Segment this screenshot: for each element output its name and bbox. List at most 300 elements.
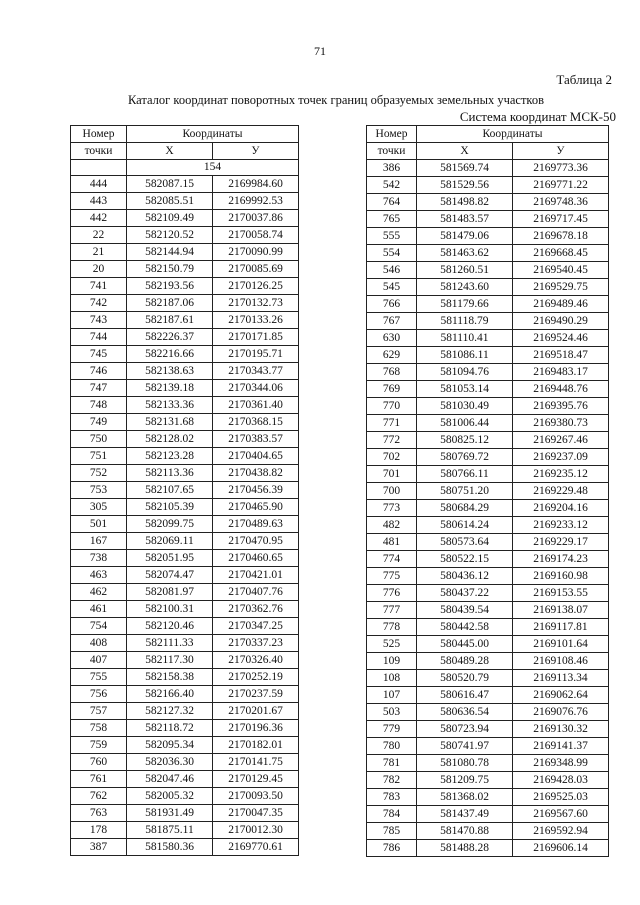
table-row [71,550,299,567]
x-coordinate-cell: 581368.02 [417,789,513,806]
table-row [71,788,299,805]
y-coordinate-cell: 2169524.46 [513,330,609,347]
page-number: 71 [314,44,326,58]
x-coordinate-cell: 582150.79 [127,261,213,278]
y-coordinate-cell: 2169448.76 [513,381,609,398]
point-number-cell: 386 [367,160,417,177]
x-coordinate-cell: 582144.94 [127,244,213,261]
table-row [71,618,299,635]
table-row [367,228,609,245]
header-coordinates: Координаты [127,126,299,143]
table-row [367,704,609,721]
point-number-cell: 756 [71,686,127,703]
table-row [71,176,299,193]
point-number-cell: 444 [71,176,127,193]
point-number-cell: 738 [71,550,127,567]
x-coordinate-cell: 582081.97 [127,584,213,601]
header-point-number-line2: точки [71,143,127,160]
table-row [71,431,299,448]
point-number-cell: 743 [71,312,127,329]
x-coordinate-cell: 582005.32 [127,788,213,805]
table-row [367,772,609,789]
header-x: X [127,143,213,160]
parcel-subtitle: 154 [127,160,299,176]
point-number-cell: 749 [71,414,127,431]
y-coordinate-cell: 2169592.94 [513,823,609,840]
table-row [71,448,299,465]
point-number-cell: 780 [367,738,417,755]
point-number-cell: 630 [367,330,417,347]
x-coordinate-cell: 581179.66 [417,296,513,313]
point-number-cell: 769 [367,381,417,398]
y-coordinate-cell: 2169174.23 [513,551,609,568]
header-point-number: Номер [367,126,417,143]
x-coordinate-cell: 582087.15 [127,176,213,193]
coordinate-system-label: Система координат МСК-50 [459,109,616,124]
x-coordinate-cell: 582226.37 [127,329,213,346]
point-number-cell: 755 [71,669,127,686]
y-coordinate-cell: 2169062.64 [513,687,609,704]
header-point-number: Номер [71,126,127,143]
subtitle-empty-cell [71,160,127,176]
point-number-cell: 443 [71,193,127,210]
table-row [71,839,299,856]
x-coordinate-cell: 582123.28 [127,448,213,465]
x-coordinate-cell: 581030.49 [417,398,513,415]
y-coordinate-cell: 2170093.50 [213,788,299,805]
point-number-cell: 108 [367,670,417,687]
y-coordinate-cell: 2169567.60 [513,806,609,823]
table-row [367,160,609,177]
x-coordinate-cell: 581463.62 [417,245,513,262]
y-coordinate-cell: 2170421.01 [213,567,299,584]
table-row [71,635,299,652]
table-row [367,755,609,772]
table-caption: Каталог координат поворотных точек границ образуемых земельных участков [127,93,545,107]
table-row [71,329,299,346]
x-coordinate-cell: 580684.29 [417,500,513,517]
y-coordinate-cell: 2169138.07 [513,602,609,619]
point-number-cell: 546 [367,262,417,279]
x-coordinate-cell: 582193.56 [127,278,213,295]
point-number-cell: 748 [71,397,127,414]
table-row [71,567,299,584]
table-row [71,363,299,380]
x-coordinate-cell: 581209.75 [417,772,513,789]
point-number-cell: 783 [367,789,417,806]
y-coordinate-cell: 2169237.09 [513,449,609,466]
x-coordinate-cell: 580766.11 [417,466,513,483]
x-coordinate-cell: 582109.49 [127,210,213,227]
point-number-cell: 779 [367,721,417,738]
y-coordinate-cell: 2170132.73 [213,295,299,312]
table-row [71,805,299,822]
point-number-cell: 774 [367,551,417,568]
x-coordinate-cell: 581053.14 [417,381,513,398]
point-number-cell: 167 [71,533,127,550]
y-coordinate-cell: 2169395.76 [513,398,609,415]
y-coordinate-cell: 2170326.40 [213,652,299,669]
y-coordinate-cell: 2170407.76 [213,584,299,601]
table-row [71,295,299,312]
x-coordinate-cell: 581094.76 [417,364,513,381]
y-coordinate-cell: 2170404.65 [213,448,299,465]
x-coordinate-cell: 582069.11 [127,533,213,550]
point-number-cell: 742 [71,295,127,312]
x-coordinate-cell: 582117.30 [127,652,213,669]
x-coordinate-cell: 580489.28 [417,653,513,670]
point-number-cell: 784 [367,806,417,823]
table-row [367,823,609,840]
x-coordinate-cell: 581006.44 [417,415,513,432]
table-row [71,516,299,533]
y-coordinate-cell: 2170090.99 [213,244,299,261]
x-coordinate-cell: 581529.56 [417,177,513,194]
table-row [367,449,609,466]
table-row [71,771,299,788]
point-number-cell: 178 [71,822,127,839]
table-row [71,754,299,771]
y-coordinate-cell: 2169428.03 [513,772,609,789]
y-coordinate-cell: 2169076.76 [513,704,609,721]
point-number-cell: 777 [367,602,417,619]
point-number-cell: 786 [367,840,417,857]
y-coordinate-cell: 2170343.77 [213,363,299,380]
x-coordinate-cell: 581080.78 [417,755,513,772]
y-coordinate-cell: 2170337.23 [213,635,299,652]
x-coordinate-cell: 581260.51 [417,262,513,279]
point-number-cell: 762 [71,788,127,805]
y-coordinate-cell: 2170460.65 [213,550,299,567]
table-row [71,244,299,261]
x-coordinate-cell: 580520.79 [417,670,513,687]
table-row [71,822,299,839]
table-row [367,194,609,211]
y-coordinate-cell: 2170465.90 [213,499,299,516]
y-coordinate-cell: 2170347.25 [213,618,299,635]
header-y: У [213,143,299,160]
point-number-cell: 554 [367,245,417,262]
table-row [71,465,299,482]
x-coordinate-cell: 581931.49 [127,805,213,822]
x-coordinate-cell: 582120.46 [127,618,213,635]
point-number-cell: 750 [71,431,127,448]
table-row [71,686,299,703]
point-number-cell: 764 [367,194,417,211]
y-coordinate-cell: 2170171.85 [213,329,299,346]
table-row [367,806,609,823]
table-row [367,177,609,194]
y-coordinate-cell: 2170237.59 [213,686,299,703]
y-coordinate-cell: 2170456.39 [213,482,299,499]
point-number-cell: 752 [71,465,127,482]
y-coordinate-cell: 2170383.57 [213,431,299,448]
y-coordinate-cell: 2169483.17 [513,364,609,381]
y-coordinate-cell: 2170141.75 [213,754,299,771]
point-number-cell: 701 [367,466,417,483]
x-coordinate-cell: 581488.28 [417,840,513,857]
point-number-cell: 482 [367,517,417,534]
x-coordinate-cell: 582127.32 [127,703,213,720]
table-row [367,381,609,398]
point-number-cell: 542 [367,177,417,194]
y-coordinate-cell: 2169773.36 [513,160,609,177]
point-number-cell: 501 [71,516,127,533]
y-coordinate-cell: 2169771.22 [513,177,609,194]
y-coordinate-cell: 2170047.35 [213,805,299,822]
point-number-cell: 462 [71,584,127,601]
table-row [71,261,299,278]
x-coordinate-cell: 580751.20 [417,483,513,500]
x-coordinate-cell: 582111.33 [127,635,213,652]
point-number-cell: 778 [367,619,417,636]
y-coordinate-cell: 2170182.01 [213,737,299,754]
header-point-number-line2: точки [367,143,417,160]
table-row [367,636,609,653]
table-row [367,330,609,347]
y-coordinate-cell: 2169984.60 [213,176,299,193]
coordinates-table-right [366,125,609,857]
table-row [367,500,609,517]
point-number-cell: 766 [367,296,417,313]
x-coordinate-cell: 580741.97 [417,738,513,755]
x-coordinate-cell: 582131.68 [127,414,213,431]
x-coordinate-cell: 582133.36 [127,397,213,414]
table-row [367,347,609,364]
x-coordinate-cell: 582187.61 [127,312,213,329]
y-coordinate-cell: 2170196.36 [213,720,299,737]
x-coordinate-cell: 580614.24 [417,517,513,534]
x-coordinate-cell: 581470.88 [417,823,513,840]
x-coordinate-cell: 580442.58 [417,619,513,636]
y-coordinate-cell: 2169490.29 [513,313,609,330]
y-coordinate-cell: 2170489.63 [213,516,299,533]
x-coordinate-cell: 580636.54 [417,704,513,721]
table-row [71,482,299,499]
y-coordinate-cell: 2169770.61 [213,839,299,856]
table-row [71,533,299,550]
table-row [367,483,609,500]
point-number-cell: 525 [367,636,417,653]
x-coordinate-cell: 582051.95 [127,550,213,567]
table-row [367,840,609,857]
point-number-cell: 767 [367,313,417,330]
x-coordinate-cell: 582095.34 [127,737,213,754]
y-coordinate-cell: 2169748.36 [513,194,609,211]
table-row [71,499,299,516]
x-coordinate-cell: 582099.75 [127,516,213,533]
point-number-cell: 761 [71,771,127,788]
point-number-cell: 21 [71,244,127,261]
point-number-cell: 760 [71,754,127,771]
y-coordinate-cell: 2170344.06 [213,380,299,397]
point-number-cell: 741 [71,278,127,295]
x-coordinate-cell: 581875.11 [127,822,213,839]
y-coordinate-cell: 2169141.37 [513,738,609,755]
x-coordinate-cell: 580436.12 [417,568,513,585]
point-number-cell: 782 [367,772,417,789]
x-coordinate-cell: 582036.30 [127,754,213,771]
table-row [367,296,609,313]
x-coordinate-cell: 580522.15 [417,551,513,568]
x-coordinate-cell: 582138.63 [127,363,213,380]
point-number-cell: 757 [71,703,127,720]
x-coordinate-cell: 580573.64 [417,534,513,551]
point-number-cell: 744 [71,329,127,346]
x-coordinate-cell: 582113.36 [127,465,213,482]
table-row [71,601,299,618]
table-row [71,210,299,227]
y-coordinate-cell: 2170037.86 [213,210,299,227]
y-coordinate-cell: 2169668.45 [513,245,609,262]
y-coordinate-cell: 2169540.45 [513,262,609,279]
table-label: Таблица 2 [556,72,612,87]
point-number-cell: 408 [71,635,127,652]
y-coordinate-cell: 2170252.19 [213,669,299,686]
table-row [367,602,609,619]
point-number-cell: 785 [367,823,417,840]
x-coordinate-cell: 580825.12 [417,432,513,449]
point-number-cell: 463 [71,567,127,584]
point-number-cell: 753 [71,482,127,499]
point-number-cell: 545 [367,279,417,296]
table-row [367,279,609,296]
y-coordinate-cell: 2170361.40 [213,397,299,414]
table-row [367,619,609,636]
y-coordinate-cell: 2170129.45 [213,771,299,788]
x-coordinate-cell: 582216.66 [127,346,213,363]
table-row [367,466,609,483]
table-row [71,380,299,397]
x-coordinate-cell: 582085.51 [127,193,213,210]
table-row [71,720,299,737]
table-row [367,670,609,687]
point-number-cell: 387 [71,839,127,856]
table-row [367,398,609,415]
y-coordinate-cell: 2169518.47 [513,347,609,364]
y-coordinate-cell: 2169606.14 [513,840,609,857]
point-number-cell: 758 [71,720,127,737]
x-coordinate-cell: 582100.31 [127,601,213,618]
table-row [71,193,299,210]
point-number-cell: 305 [71,499,127,516]
y-coordinate-cell: 2169117.81 [513,619,609,636]
point-number-cell: 781 [367,755,417,772]
x-coordinate-cell: 581479.06 [417,228,513,245]
y-coordinate-cell: 2170133.26 [213,312,299,329]
x-coordinate-cell: 581243.60 [417,279,513,296]
y-coordinate-cell: 2169525.03 [513,789,609,806]
y-coordinate-cell: 2169233.12 [513,517,609,534]
point-number-cell: 629 [367,347,417,364]
y-coordinate-cell: 2169153.55 [513,585,609,602]
x-coordinate-cell: 582158.38 [127,669,213,686]
table-row [367,364,609,381]
point-number-cell: 773 [367,500,417,517]
table-row [367,738,609,755]
y-coordinate-cell: 2169992.53 [213,193,299,210]
table-row [71,227,299,244]
point-number-cell: 442 [71,210,127,227]
table-row [367,551,609,568]
table-row [367,432,609,449]
y-coordinate-cell: 2169489.46 [513,296,609,313]
x-coordinate-cell: 581569.74 [417,160,513,177]
table-row [367,313,609,330]
y-coordinate-cell: 2170126.25 [213,278,299,295]
x-coordinate-cell: 582105.39 [127,499,213,516]
y-coordinate-cell: 2169717.45 [513,211,609,228]
x-coordinate-cell: 581580.36 [127,839,213,856]
y-coordinate-cell: 2170195.71 [213,346,299,363]
x-coordinate-cell: 580769.72 [417,449,513,466]
point-number-cell: 770 [367,398,417,415]
table-row [367,721,609,738]
point-number-cell: 772 [367,432,417,449]
point-number-cell: 700 [367,483,417,500]
table-row [367,789,609,806]
point-number-cell: 765 [367,211,417,228]
header-coordinates: Координаты [417,126,609,143]
x-coordinate-cell: 582074.47 [127,567,213,584]
table-row [71,737,299,754]
point-number-cell: 503 [367,704,417,721]
x-coordinate-cell: 581086.11 [417,347,513,364]
table-row [367,262,609,279]
point-number-cell: 747 [71,380,127,397]
y-coordinate-cell: 2170085.69 [213,261,299,278]
table-row [71,346,299,363]
y-coordinate-cell: 2169229.17 [513,534,609,551]
y-coordinate-cell: 2169113.34 [513,670,609,687]
y-coordinate-cell: 2170058.74 [213,227,299,244]
table-row [367,653,609,670]
x-coordinate-cell: 581437.49 [417,806,513,823]
point-number-cell: 759 [71,737,127,754]
x-coordinate-cell: 580723.94 [417,721,513,738]
y-coordinate-cell: 2169267.46 [513,432,609,449]
table-row [71,584,299,601]
x-coordinate-cell: 580616.47 [417,687,513,704]
point-number-cell: 751 [71,448,127,465]
x-coordinate-cell: 582118.72 [127,720,213,737]
x-coordinate-cell: 581118.79 [417,313,513,330]
y-coordinate-cell: 2169160.98 [513,568,609,585]
table-row [367,211,609,228]
table-row [71,278,299,295]
point-number-cell: 109 [367,653,417,670]
table-row [71,652,299,669]
header-x: X [417,143,513,160]
point-number-cell: 481 [367,534,417,551]
table-row [367,534,609,551]
table-row [367,245,609,262]
x-coordinate-cell: 581498.82 [417,194,513,211]
y-coordinate-cell: 2170368.15 [213,414,299,431]
point-number-cell: 22 [71,227,127,244]
x-coordinate-cell: 582166.40 [127,686,213,703]
header-y: У [513,143,609,160]
y-coordinate-cell: 2170012.30 [213,822,299,839]
table-row [367,568,609,585]
table-row [71,312,299,329]
point-number-cell: 776 [367,585,417,602]
y-coordinate-cell: 2169380.73 [513,415,609,432]
point-number-cell: 702 [367,449,417,466]
y-coordinate-cell: 2169108.46 [513,653,609,670]
y-coordinate-cell: 2170470.95 [213,533,299,550]
x-coordinate-cell: 580439.54 [417,602,513,619]
